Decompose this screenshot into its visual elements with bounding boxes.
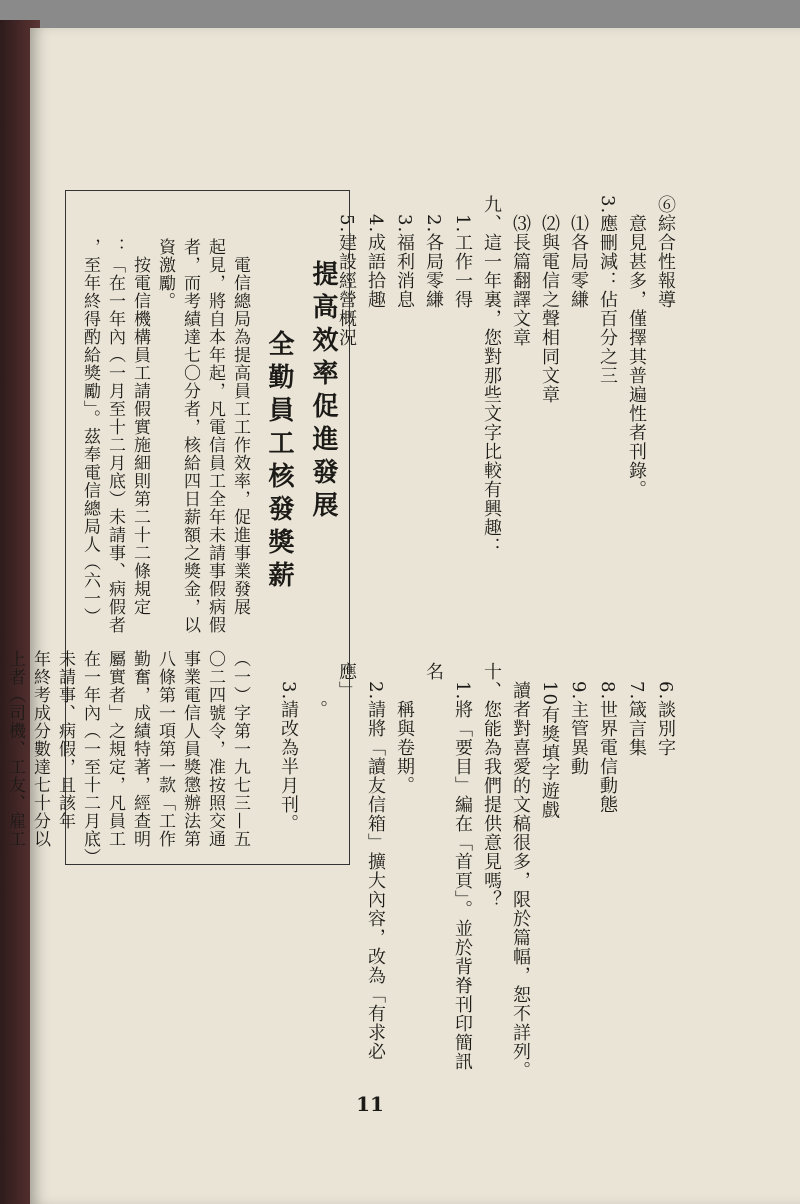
article-line: 事業電信人員獎懲辦法第八條第一項第一款「工作 [155, 650, 200, 848]
survey-line: 5.建設經營概況 [336, 195, 357, 348]
article-line: ，至年終得酌給獎勵」。茲奉電信總局人（六一） [80, 238, 100, 626]
survey-line: 九、這一年裏，您對那些文字比較有興趣： [481, 195, 502, 556]
survey-line: ⑥綜合性報導 [655, 195, 676, 309]
article-body-lower [5, 650, 252, 860]
survey-line: ⑶長篇翻譯文章 [510, 195, 531, 347]
article-line: 勤奮，成績特著，經查明屬實者」之規定，凡員工 [105, 650, 150, 848]
article-line: ：「在一年內（一月至十二月底）未請事、病假者 [105, 238, 125, 634]
survey-line: 10有獎填字遊戲 [539, 662, 560, 820]
survey-line: 3.福利消息 [394, 195, 415, 310]
survey-line: 讀者對喜愛的文稿很多，限於篇幅，恕不詳列。 [510, 662, 531, 1080]
article-line: 按電信機構員工請假實施細則第二十二條規定 [130, 238, 150, 616]
survey-line: 9.主管異動 [568, 662, 589, 777]
article-line: 年終考成分數達七十分以上者（司機、工友、雇工 [5, 650, 50, 848]
article-line: 起見，將自本年起，凡電信員工全年未請事假病假 [205, 238, 225, 634]
survey-line: 2.請將「讀友信箱」擴大內容，改為「有求必應」 [336, 662, 386, 1062]
survey-line: ⑵與電信之聲相同文章 [539, 195, 560, 404]
survey-line: 3.應刪減：佔百分之三 [597, 195, 618, 386]
article-line: （一）字第一九七三—五〇二四號令，准按照交通 [205, 650, 250, 848]
article-title [255, 260, 345, 740]
article-body-upper [72, 238, 252, 648]
survey-lower-text [278, 662, 680, 1082]
article-line [0, 650, 2, 860]
article-line: 資激勵。 [155, 238, 175, 310]
survey-line: 1.將「要目」編在「首頁」。並於背脊刊印簡訊名 [423, 662, 473, 1072]
survey-upper-text [336, 195, 680, 645]
survey-line: 意見甚多，僅擇其普遍性者刊錄。 [626, 195, 647, 499]
article-line: 在一年內（一至十二月底）未請事、病假，且該年 [55, 650, 100, 858]
survey-line: 4.成語拾趣 [365, 195, 386, 310]
survey-line: 1.工作一得 [452, 195, 473, 310]
article-line: 者，而考績達七〇分者，核給四日薪額之獎金，以 [180, 238, 200, 634]
article-title-line-1: 提高效率促進發展 [308, 260, 338, 524]
survey-line: 8.世界電信動態 [597, 662, 618, 815]
article-title-line-2: 全勤員工核發獎薪 [264, 330, 294, 594]
survey-line: 2.各局零縑 [423, 195, 444, 310]
article-line: 電信總局為提高員工工作效率，促進事業發展 [230, 238, 250, 616]
survey-line: 3.請改為半月刊。 [278, 662, 299, 834]
survey-line: 。 [307, 662, 328, 719]
survey-line: ⑴各局零縑 [568, 195, 589, 309]
survey-line: 十、您能為我們提供意見嗎？ [481, 662, 502, 909]
survey-line: 稱與卷期。 [394, 662, 415, 795]
page-number: 11 [356, 1092, 384, 1116]
survey-line: 6.談別字 [655, 662, 676, 758]
survey-line: 7.箴言集 [626, 662, 647, 758]
